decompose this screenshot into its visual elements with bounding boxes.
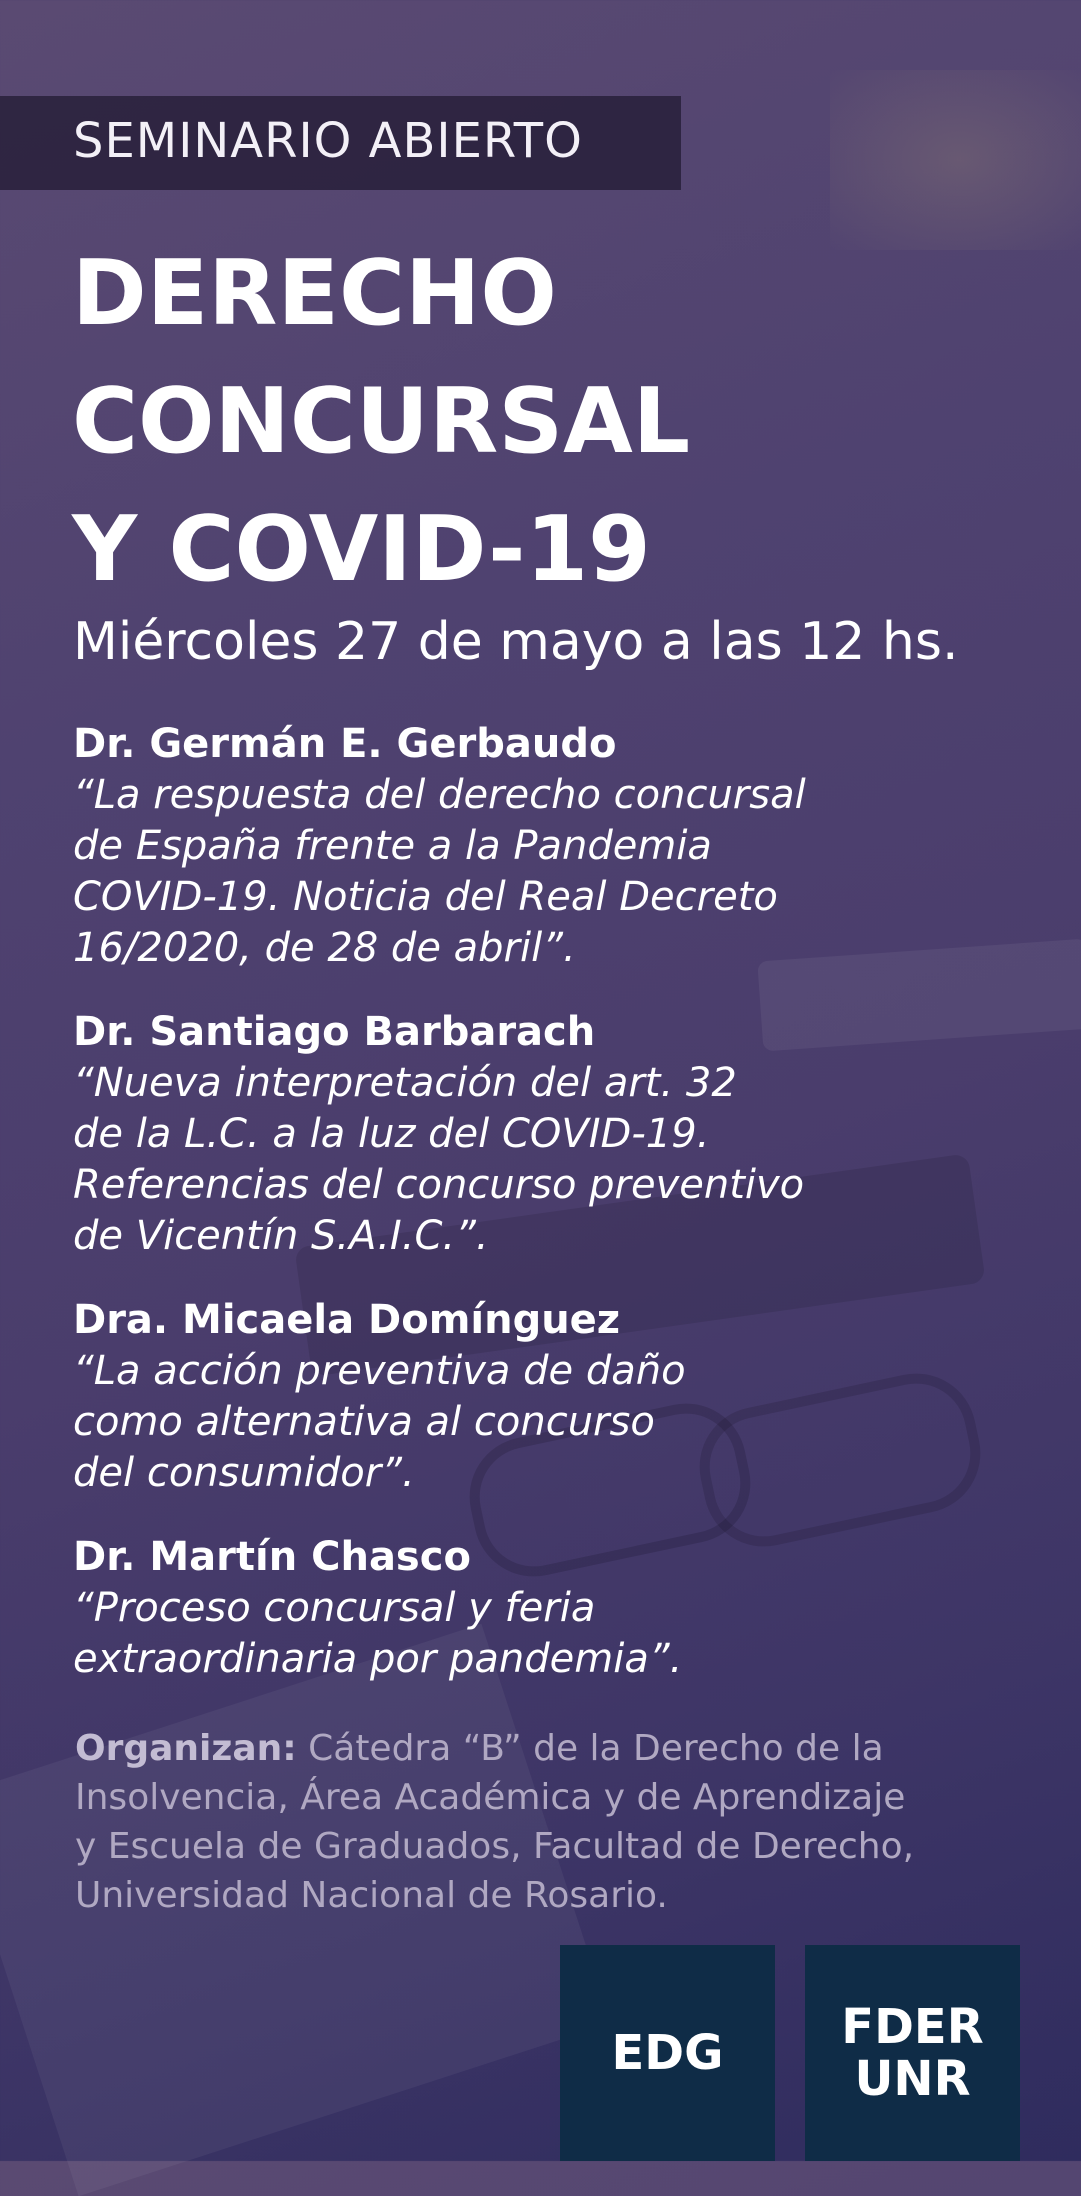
- talk-line: COVID-19. Noticia del Real Decreto: [73, 874, 778, 920]
- talk-title: [73, 1058, 1033, 1262]
- talk-title: [73, 770, 1033, 974]
- talk-line: extraordinaria por pandemia”.: [73, 1636, 683, 1682]
- title-line: DERECHO: [72, 241, 557, 346]
- speaker-name: Dr. Martín Chasco: [73, 1534, 471, 1580]
- fder-unr-logo: [805, 1945, 1020, 2161]
- talk-title: [73, 1583, 1033, 1685]
- seminar-type-banner: [0, 96, 681, 190]
- speaker-name: Dr. Santiago Barbarach: [73, 1009, 596, 1055]
- talk-line: del consumidor”.: [73, 1450, 415, 1496]
- talk-line: de Vicentín S.A.I.C.”.: [73, 1213, 489, 1259]
- unr-logo-text: UNR: [854, 2051, 971, 2107]
- event-date: Miércoles 27 de mayo a las 12 hs.: [73, 612, 959, 672]
- organizers-line: [75, 1724, 1035, 1773]
- seminar-type-label: SEMINARIO ABIERTO: [73, 113, 583, 169]
- talk-line: “La acción preventiva de daño: [73, 1348, 686, 1394]
- organizers-line: y Escuela de Graduados, Facultad de Derecho,: [75, 1826, 915, 1867]
- speaker-item: [73, 1006, 1033, 1262]
- organizers-text: Cátedra “B” de la Derecho de la: [296, 1728, 884, 1769]
- organizers-line: Insolvencia, Área Académica y de Aprendizaje: [75, 1777, 906, 1818]
- organizers-line: Universidad Nacional de Rosario.: [75, 1875, 668, 1916]
- speaker-name: Dr. Germán E. Gerbaudo: [73, 721, 617, 767]
- talk-line: 16/2020, de 28 de abril”.: [73, 925, 576, 971]
- speaker-item: [73, 1294, 1033, 1499]
- talk-line: “Proceso concursal y feria: [73, 1585, 596, 1631]
- talk-line: de España frente a la Pandemia: [73, 823, 712, 869]
- talk-line: “La respuesta del derecho concursal: [73, 772, 806, 818]
- speaker-name: Dra. Micaela Domínguez: [73, 1297, 621, 1343]
- organizers-label: Organizan:: [75, 1728, 297, 1769]
- page-title: [72, 230, 1052, 614]
- title-line: CONCURSAL: [72, 369, 691, 474]
- edg-logo-text: EDG: [611, 2025, 724, 2081]
- organizers: [75, 1724, 1035, 1920]
- talk-line: como alternativa al concurso: [73, 1399, 655, 1445]
- edg-logo: [560, 1945, 775, 2161]
- speaker-item: [73, 1531, 1033, 1685]
- talk-line: de la L.C. a la luz del COVID-19.: [73, 1111, 710, 1157]
- background-light-glow: [830, 70, 1081, 250]
- talk-line: Referencias del concurso preventivo: [73, 1162, 805, 1208]
- talk-line: “Nueva interpretación del art. 32: [73, 1060, 737, 1106]
- speaker-item: [73, 718, 1033, 974]
- talk-title: [73, 1346, 1033, 1499]
- speaker-list: [73, 718, 1033, 1717]
- title-line: Y COVID-19: [72, 497, 651, 602]
- fder-logo-text: FDER: [841, 1999, 984, 2055]
